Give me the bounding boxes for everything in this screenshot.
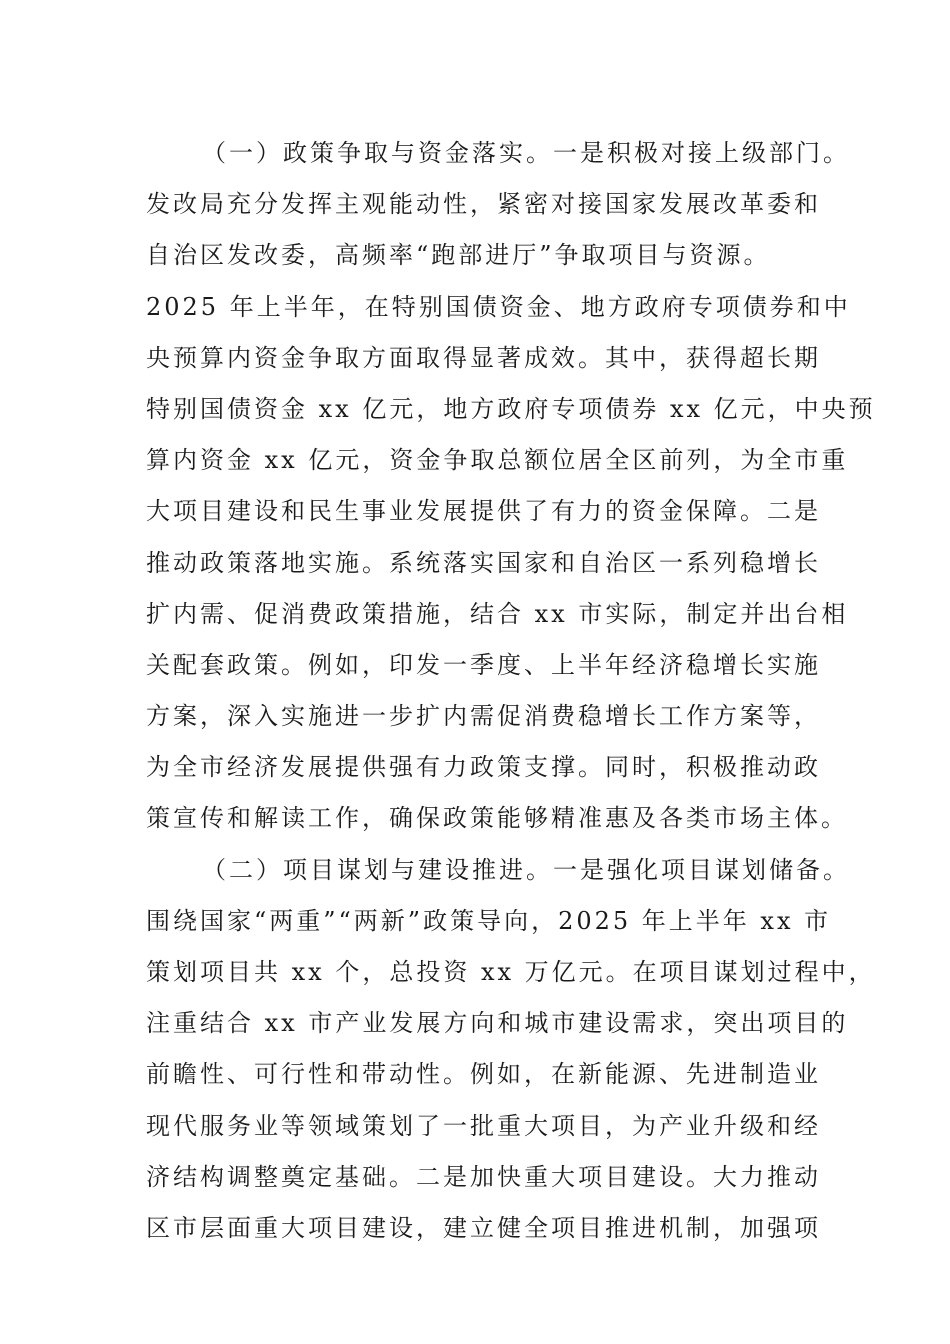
text-line: 自治区发改委，高频率“跑部进厅”争取项目与资源。 (146, 241, 771, 270)
text-line: 关配套政策。例如，印发一季度、上半年经济稳增长实施 (146, 650, 821, 679)
text-line: 央预算内资金争取方面取得显著成效。其中，获得超长期 (146, 343, 821, 372)
text-line: 围绕国家“两重”“两新”政策导向，2025 年上半年 xx 市 (146, 906, 832, 935)
text-line: 为全市经济发展提供强有力政策支撑。同时，积极推动政 (146, 753, 821, 782)
text-line: 区市层面重大项目建设，建立健全项目推进机制，加强项 (146, 1213, 821, 1242)
text-line: 济结构调整奠定基础。二是加快重大项目建设。大力推动 (146, 1162, 821, 1191)
text-line: 推动政策落地实施。系统落实国家和自治区一系列稳增长 (146, 548, 821, 577)
text-line: 前瞻性、可行性和带动性。例如，在新能源、先进制造业 (146, 1060, 821, 1089)
text-line: 发改局充分发挥主观能动性，紧密对接国家发展改革委和 (146, 190, 821, 219)
document-body (146, 128, 876, 1254)
text-line: 2025 年上半年，在特别国债资金、地方政府专项债券和中 (146, 292, 851, 321)
text-line: 方案，深入实施进一步扩内需促消费稳增长工作方案等， (146, 702, 821, 731)
text-line: 扩内需、促消费政策措施，结合 xx 市实际，制定并出台相 (146, 599, 849, 628)
text-line: 策划项目共 xx 个，总投资 xx 万亿元。在项目谋划过程中， (146, 958, 876, 986)
text-line: 现代服务业等领域策划了一批重大项目，为产业升级和经 (146, 1111, 821, 1140)
text-line: 算内资金 xx 亿元，资金争取总额位居全区前列，为全市重 (146, 446, 849, 475)
paragraph-2-heading-line: （二）项目谋划与建设推进。一是强化项目谋划储备。 (202, 855, 850, 884)
text-line: 注重结合 xx 市产业发展方向和城市建设需求，突出项目的 (146, 1009, 849, 1038)
text-line: 大项目建设和民生事业发展提供了有力的资金保障。二是 (146, 497, 821, 526)
text-line: 特别国债资金 xx 亿元，地方政府专项债券 xx 亿元，中央预 (146, 394, 876, 423)
paragraph-1-heading-line: （一）政策争取与资金落实。一是积极对接上级部门。 (202, 139, 850, 167)
text-line: 策宣传和解读工作，确保政策能够精准惠及各类市场主体。 (146, 804, 848, 833)
